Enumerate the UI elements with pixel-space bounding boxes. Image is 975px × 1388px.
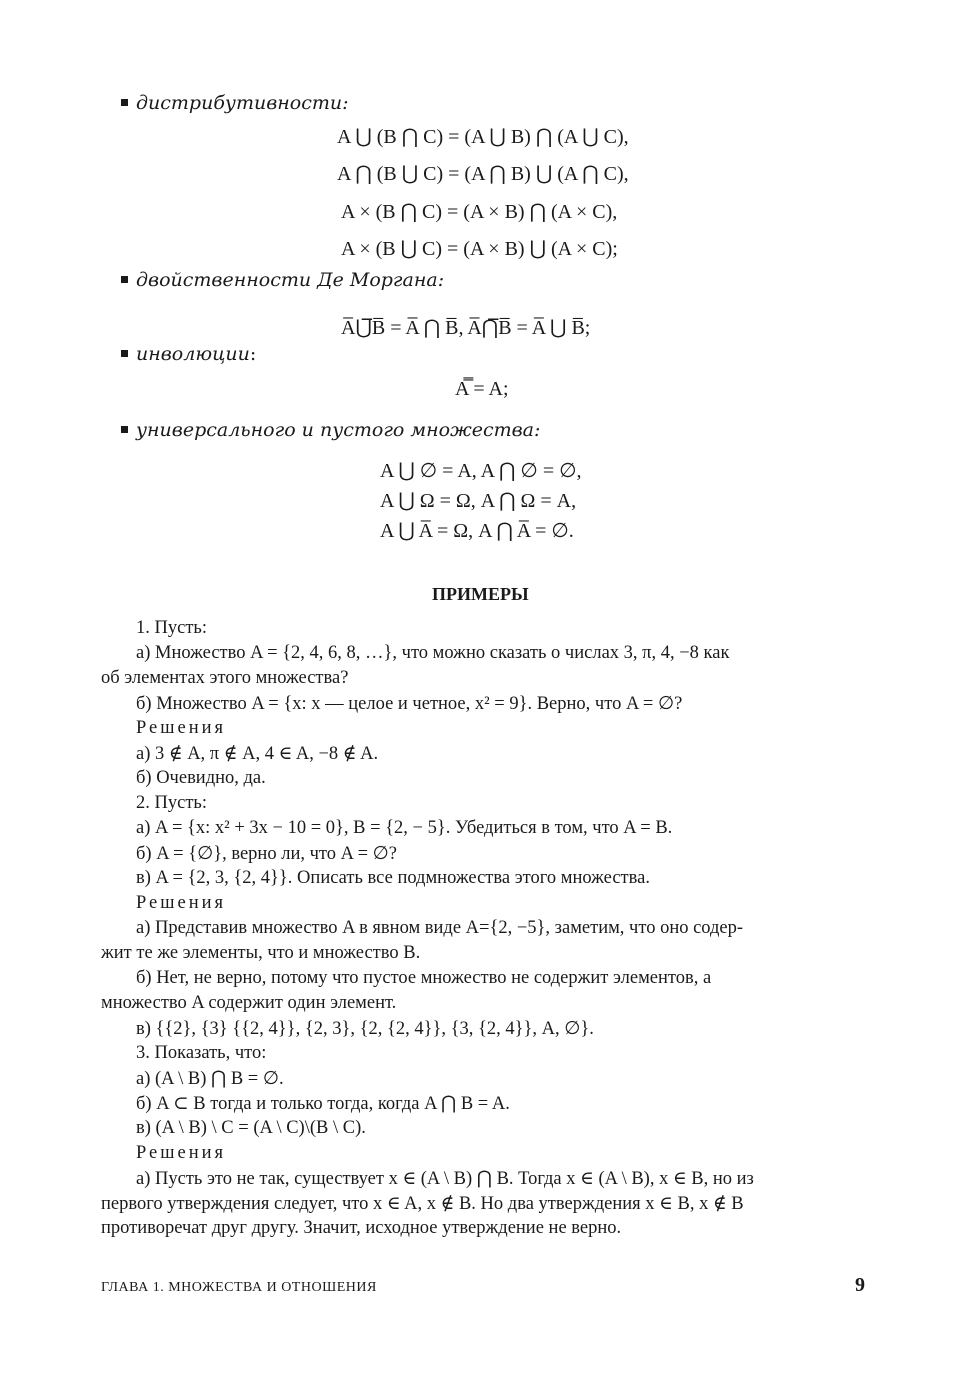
example-1-title: 1. Пусть:: [136, 618, 207, 638]
example-1a-line-1: а) Множество A = {2, 4, 6, 8, …}, что можно сказать о числах 3, π, 4, −8 как: [136, 643, 730, 663]
example-3a: а) (A \ B) ⋂ B = ∅.: [136, 1069, 284, 1089]
formula-involution: A̿ = A;: [455, 378, 509, 400]
solution-2c: в) {{2}, {3} {{2, 4}}, {2, 3}, {2, {2, 4}}, {3, {2, 4}}, A, ∅}.: [136, 1019, 594, 1039]
distributivity-label: дистрибутивности:: [136, 92, 349, 114]
example-3b: б) A ⊂ B тогда и только тогда, когда A ⋂ B = A.: [136, 1094, 510, 1114]
example-1a-line-2: об элементах этого множества?: [101, 668, 349, 688]
involution-label: инволюции: [136, 343, 250, 365]
example-2c: в) A = {2, 3, {2, 4}}. Описать все подмножества этого множества.: [136, 868, 650, 888]
example-3c: в) (A \ B) \ C = (A \ C)\(B \ C).: [136, 1118, 366, 1138]
solution-2b-line-2: множество A содержит один элемент.: [101, 993, 397, 1013]
formula-universal-2: A ⋃ Ω = Ω, A ⋂ Ω = A,: [380, 490, 577, 512]
solution-2b-line-1: б) Нет, не верно, потому что пустое множество не содержит элементов, а: [136, 968, 712, 988]
universal-label: универсального и пустого множества:: [136, 419, 541, 441]
solutions-heading-1: Решения: [136, 718, 227, 738]
demorgan-label: двойственности Де Моргана:: [136, 269, 445, 291]
bullet-demorgan: [121, 269, 444, 291]
involution-colon: :: [249, 343, 257, 365]
formula-universal-1: A ⋃ ∅ = A, A ⋂ ∅ = ∅,: [380, 460, 582, 482]
footer-chapter: ГЛАВА 1. МНОЖЕСТВА И ОТНОШЕНИЯ: [101, 1280, 377, 1295]
formula-universal-3: A ⋃ A̅ = Ω, A ⋂ A̅ = ∅.: [380, 520, 574, 542]
bullet-universal: [121, 419, 540, 441]
example-3-title: 3. Показать, что:: [136, 1043, 267, 1063]
bullet-square-icon: [121, 350, 128, 357]
example-2-title: 2. Пусть:: [136, 793, 207, 813]
solutions-heading-2: Решения: [136, 893, 227, 913]
bullet-involution: [121, 343, 256, 365]
solution-2a-line-2: жит те же элементы, что и множество B.: [101, 943, 421, 963]
solutions-heading-3: Решения: [136, 1143, 227, 1163]
solution-3a-line-3: противоречат друг другу. Значит, исходное утверждение не верно.: [101, 1218, 622, 1238]
solution-3a-line-1: а) Пусть это не так, существует x ∈ (A \ B) ⋂ B. Тогда x ∈ (A \ B), x ∈ B, но из: [136, 1169, 754, 1189]
formula-distributivity-3: A × (B ⋂ C) = (A × B) ⋂ (A × C),: [341, 201, 618, 223]
examples-heading: ПРИМЕРЫ: [432, 584, 529, 604]
formula-distributivity-1: A ⋃ (B ⋂ C) = (A ⋃ B) ⋂ (A ⋃ C),: [337, 126, 629, 148]
bullet-square-icon: [121, 99, 128, 106]
bullet-square-icon: [121, 426, 128, 433]
solution-1a: а) 3 ∉ A, π ∉ A, 4 ∈ A, −8 ∉ A.: [136, 744, 379, 764]
formula-distributivity-4: A × (B ⋃ C) = (A × B) ⋃ (A × C);: [341, 238, 618, 260]
formula-demorgan: A̅⋃̅B̅ = A̅ ⋂ B̅, A̅⋂̅B̅ = A̅ ⋃ B̅;: [341, 317, 591, 339]
example-1b: б) Множество A = {x: x — целое и четное, x² = 9}. Верно, что A = ∅?: [136, 694, 683, 714]
solution-1b: б) Очевидно, да.: [136, 768, 266, 788]
formula-distributivity-2: A ⋂ (B ⋃ C) = (A ⋂ B) ⋃ (A ⋂ C),: [337, 163, 629, 185]
example-2a: а) A = {x: x² + 3x − 10 = 0}, B = {2, − 5}. Убедиться в том, что A = B.: [136, 818, 673, 838]
bullet-distributivity: [121, 92, 349, 114]
solution-2a-line-1: а) Представив множество A в явном виде A={2, −5}, заметим, что оно содер-: [136, 918, 744, 938]
page-number: 9: [855, 1274, 865, 1296]
example-2b: б) A = {∅}, верно ли, что A = ∅?: [136, 844, 397, 864]
bullet-square-icon: [121, 276, 128, 283]
solution-3a-line-2: первого утверждения следует, что x ∈ A, x ∉ B. Но два утверждения x ∈ B, x ∉ B: [101, 1194, 744, 1214]
